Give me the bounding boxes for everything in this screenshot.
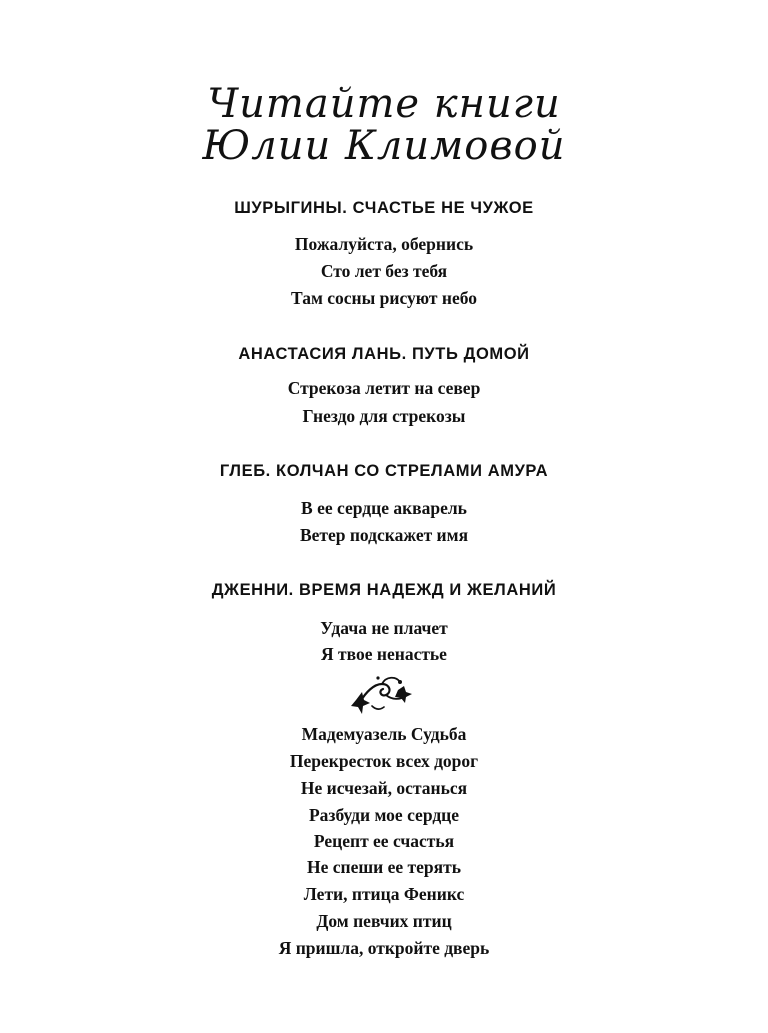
floral-vine-ornament-icon [350, 670, 414, 716]
book-item: Мадемуазель Судьба [301, 724, 467, 744]
book-item: Я твое ненастье [321, 644, 447, 664]
book-item: Не спеши ее терять [307, 857, 461, 877]
book-item: Разбуди мое сердце [308, 805, 460, 825]
series-title-shuryginy: ШУРЫГИНЫ. СЧАСТЬЕ НЕ ЧУЖОЕ [234, 199, 534, 217]
series-title-jenny: ДЖЕННИ. ВРЕМЯ НАДЕЖД И ЖЕЛАНИЙ [211, 581, 557, 599]
book-item: Удача не плачет [320, 618, 448, 638]
book-item: Пожалуйста, обернись [294, 234, 474, 254]
book-item: Там сосны рисуют небо [290, 288, 478, 308]
series-title-anastasia-lan: АНАСТАСИЯ ЛАНЬ. ПУТЬ ДОМОЙ [238, 345, 530, 363]
series-title-gleb: ГЛЕБ. КОЛЧАН СО СТРЕЛАМИ АМУРА [219, 462, 549, 480]
book-item: Дом певчих птиц [316, 911, 452, 931]
heading-line-2: Юлии Климовой [202, 123, 566, 169]
book-item: Гнездо для стрекозы [302, 406, 466, 426]
book-item: Я пришла, откройте дверь [278, 938, 490, 958]
book-item: Рецепт ее счастья [313, 831, 455, 851]
book-item: В ее сердце акварель [301, 498, 467, 518]
book-item: Сто лет без тебя [320, 261, 448, 281]
book-item: Перекресток всех дорог [289, 751, 479, 771]
book-item: Стрекоза летит на север [287, 378, 481, 398]
book-item: Лети, птица Феникс [303, 884, 465, 904]
book-item: Ветер подскажет имя [299, 525, 469, 545]
heading-line-1: Читайте книги [207, 81, 561, 127]
book-item: Не исчезай, останься [300, 778, 468, 798]
